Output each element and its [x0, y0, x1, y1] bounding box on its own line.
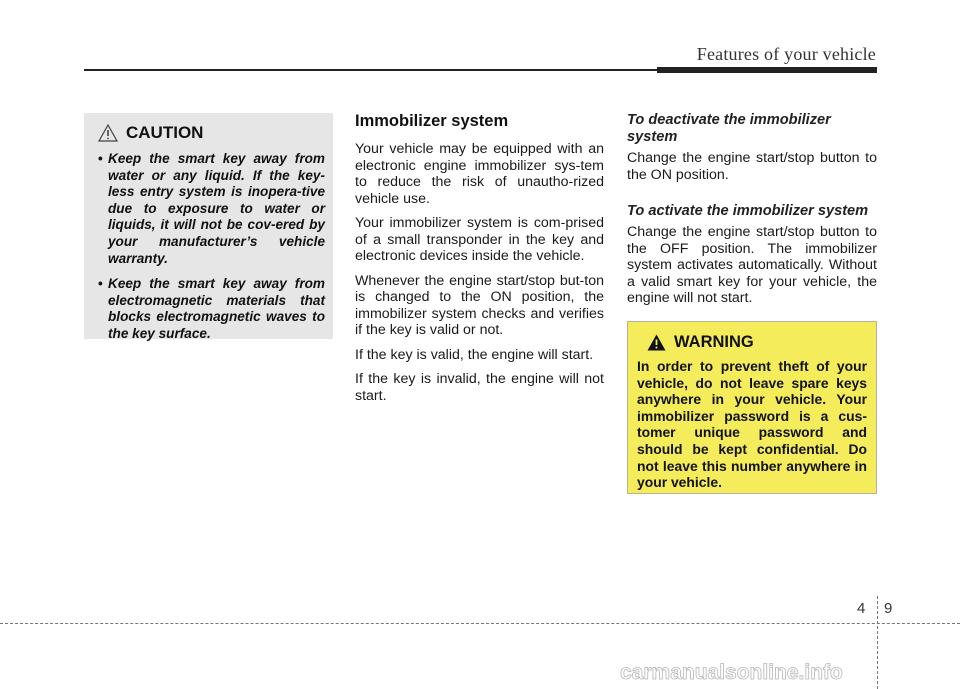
caution-title: CAUTION [126, 123, 204, 142]
caution-item-electromagnetic: • Keep the smart key away from electromagnetic materials that blocks electromagnetic waves to the key surface. [98, 276, 325, 342]
warning-header [637, 330, 867, 354]
paragraph: Your immobilizer system is com-prised of a small transponder in the key and electronic devices inside the vehicle. [355, 215, 604, 264]
svg-text:carmanualsonline.info: carmanualsonline.info [620, 661, 843, 683]
deactivate-text: Change the engine start/stop button to the ON position. [627, 150, 877, 183]
immobilizer-operation-section [627, 112, 877, 315]
header-rule-accent [657, 67, 877, 73]
caution-box [84, 113, 333, 339]
watermark-logo [620, 661, 952, 683]
warning-triangle-icon [647, 334, 666, 351]
caution-item-liquid: • Keep the smart key away from water or any liquid. If the key-less entry system is inopera-tive due to exposure to water or liquids, it will not be cov-ered by your manufacturer’s vehicle warranty. [98, 151, 325, 267]
warning-text: In order to prevent theft of your vehicle, do not leave spare keys anywhere in your vehicle. Your immobilizer password is a cus-tomer unique password and should be kept confidential. Do not leave this number anywhere in your vehicle. [637, 358, 867, 491]
page-header-title: Features of your vehicle [696, 44, 876, 64]
paragraph: Whenever the engine start/stop but-ton is changed to the ON position, the immobilizer system checks and verifies if the key is valid or not. [355, 272, 604, 338]
activate-heading: To activate the immobilizer system [627, 203, 869, 219]
page-number: 9 [884, 600, 893, 617]
warning-box [627, 321, 877, 494]
activate-text: Change the engine start/stop button to the OFF position. The immobilizer system activates automatically. Without a valid smart key for your vehicle, the engine will not start. [627, 224, 877, 306]
warning-title: WARNING [674, 332, 754, 351]
chapter-number: 4 [857, 600, 866, 617]
caution-triangle-icon [98, 124, 118, 142]
paragraph: If the key is valid, the engine will start. [355, 346, 594, 363]
section-title: Immobilizer system [355, 112, 509, 130]
paragraph: If the key is invalid, the engine will not start. [355, 371, 604, 404]
paragraph: Your vehicle may be equipped with an electronic engine immobilizer sys-tem to reduce the risk of unautho-rized vehicle use. [355, 141, 604, 207]
deactivate-heading: To deactivate the immobilizer system [627, 112, 831, 145]
footer-rule [0, 623, 960, 624]
caution-header [98, 119, 325, 147]
caution-list [98, 151, 325, 343]
immobilizer-section [355, 112, 604, 412]
